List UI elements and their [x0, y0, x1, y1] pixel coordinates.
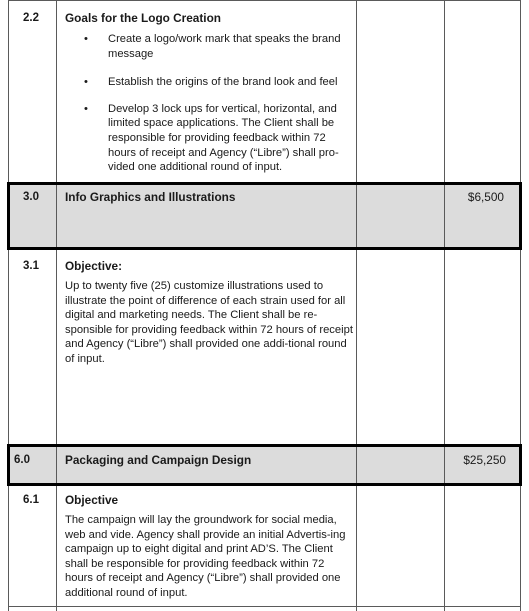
grid-col-right: [520, 0, 521, 611]
section-body: The campaign will lay the groundwork for social media, web and vide. Agency shall provide an initial Advertis-ing campaign up to eight digital and print AD’S. The Client shall be responsible for providing feedback within 72 hours of receipt and Agency (“Libre”) shall provided one additional round of input.: [65, 514, 346, 599]
list-item: [84, 102, 346, 175]
section-title: Objective:: [65, 259, 123, 273]
section-price: $6,500: [467, 190, 504, 204]
goals-bullet-list: [84, 32, 346, 175]
bullet-text: Develop 3 lock ups for vertical, horizontal, and limited space applications. The Client shall be responsible for providing feedback within 72 hours of receipt and Agency (“Libre”) shall pro-vided one additional round of input.: [108, 102, 339, 174]
bullet-icon: •: [84, 76, 88, 89]
grid-row-top: [8, 0, 521, 1]
section-number: 3.0: [23, 191, 39, 203]
section-title: Goals for the Logo Creation: [65, 11, 221, 25]
section-title: Packaging and Campaign Design: [65, 453, 252, 467]
bullet-icon: •: [84, 33, 88, 45]
section-number: 3.1: [23, 260, 39, 272]
list-item: [84, 32, 346, 61]
bullet-text: Create a logo/work mark that speaks the brand message: [108, 33, 341, 60]
grid-col-3: [444, 0, 445, 611]
grid-col-2: [356, 0, 357, 611]
grid-col-1: [56, 0, 57, 611]
section-price: $25,250: [463, 453, 506, 467]
section-body: Up to twenty five (25) customize illustrations used to illustrate the point of difference of each strain used for all digital and marketing needs. The Client shall be re-sponsible for providing feedback within 72 hours of receipt and Agency (“Libre”) shall provided one addi-tional round of input.: [65, 280, 353, 365]
section-number: 6.0: [14, 454, 30, 466]
section-number: 6.1: [23, 494, 39, 506]
list-item: [84, 75, 346, 90]
bullet-icon: •: [84, 102, 88, 115]
section-title: Info Graphics and Illustrations: [65, 190, 236, 204]
section-number: 2.2: [23, 12, 39, 24]
bullet-text: Establish the origins of the brand look and feel: [108, 76, 338, 89]
section-title: Objective: [65, 493, 119, 507]
grid-row-bottom: [8, 606, 521, 607]
grid-col-left: [8, 0, 9, 611]
